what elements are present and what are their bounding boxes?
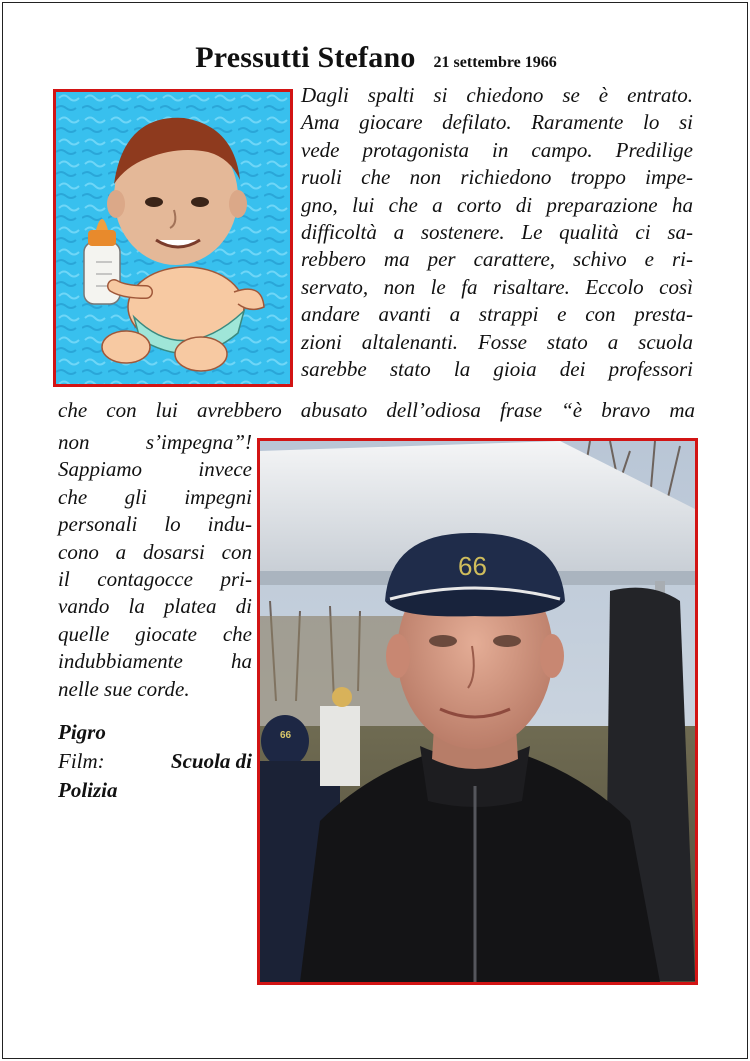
text-line: rebbero ma per carattere, schivo e ri-	[301, 247, 693, 272]
man-in-cap-photo	[260, 441, 695, 982]
text-line: personali lo indu-	[58, 512, 252, 537]
film-label: Film:	[58, 749, 105, 773]
birth-date: 21 settembre 1966	[433, 54, 557, 71]
cap-number: 66	[458, 551, 487, 581]
film-title-part2: Polizia	[58, 778, 118, 802]
text-line: nelle sue corde.	[58, 676, 190, 701]
film-title-part1: Scuola di	[170, 749, 252, 773]
text-line: indubbiamente ha	[58, 649, 252, 674]
text-line: ruoli che non richiedono troppo impe-	[301, 165, 693, 190]
full-width-text	[58, 397, 695, 424]
small-cap-number: 66	[280, 730, 292, 741]
portrait-photo	[257, 438, 698, 985]
cartoon-image	[53, 89, 293, 387]
text-line: sarebbe stato la gioia dei professori	[301, 357, 693, 382]
text-line: servato, non le fa risaltare. Eccolo così	[301, 274, 693, 299]
left-column-text	[58, 429, 252, 703]
text-line: non s’impegna”!	[58, 430, 252, 454]
text-line: andare avanti a strappi e con presta-	[301, 302, 693, 327]
text-line: vando la platea di	[58, 594, 252, 619]
text-line: il contagocce pri-	[58, 567, 252, 592]
text-line: Ama giocare defilato. Raramente lo si	[301, 110, 693, 135]
page	[2, 2, 748, 1059]
text-line: cono a dosarsi con	[58, 539, 252, 564]
baby-cartoon-illustration	[56, 92, 290, 384]
text-line: Sappiamo invece	[58, 457, 252, 482]
text-line: che gli impegni	[58, 484, 252, 509]
title-row	[3, 41, 748, 75]
text-line: quelle giocate che	[58, 621, 252, 646]
text-line: che con lui avrebbero abusato dell’odiosa frase “è bravo ma	[58, 398, 695, 422]
player-type: Pigro	[58, 720, 106, 744]
intro-text	[301, 82, 693, 383]
text-line: Dagli spalti si chiedono se è entrato.	[301, 83, 693, 107]
text-line: difficoltà a sostenere. Le qualità ci sa-	[301, 220, 693, 245]
text-line: gno, lui che a corto di preparazione ha	[301, 192, 693, 217]
player-name: Pressutti Stefano	[195, 41, 416, 74]
text-line: zioni altalenanti. Fosse stato a scuola	[301, 329, 693, 354]
text-line: vede protagonista in campo. Predilige	[301, 137, 693, 162]
film-row	[58, 749, 252, 774]
